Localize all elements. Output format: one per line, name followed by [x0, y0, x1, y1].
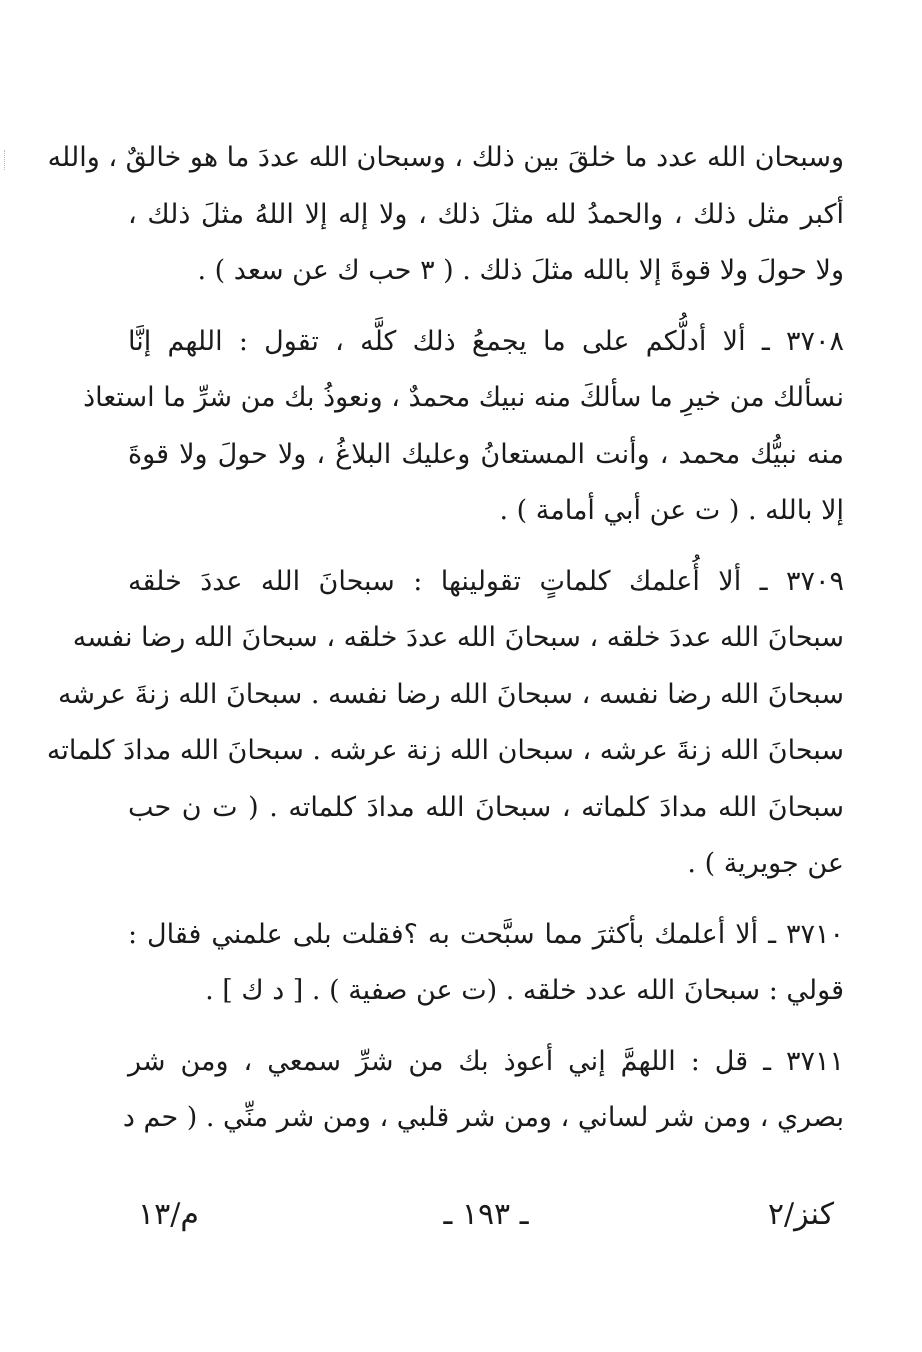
text-line: سبحانَ الله زنةَ عرشه ، سبحان الله زنة عرشه . سبحانَ الله مدادَ كلماته: [46, 735, 844, 766]
page-edge-mark: [4, 150, 15, 170]
text-line: سبحانَ الله عددَ خلقه ، سبحانَ الله عددَ خلقه ، سبحانَ الله رضا نفسه: [72, 622, 844, 653]
text-line: ٣٧٠٨ ـ ألا أدلُّكم على ما يجمعُ ذلك كلَّه ، تقول : اللهم إنَّا: [128, 325, 844, 357]
page-footer: [128, 1190, 844, 1240]
paragraph-3710: [128, 907, 844, 1020]
text-line: نسألك من خيرِ ما سألكَ منه نبيك محمدٌ ، ونعوذُ بك من شرِّ ما استعاذ: [83, 382, 844, 413]
text-line: ٣٧١١ ـ قل : اللهمَّ إني أعوذ بك من شرِّ سمعي ، ومن شر: [128, 1045, 844, 1077]
hadith-text-block: [46, 130, 844, 1161]
paragraph-3708: [83, 314, 844, 540]
volume-mark: كنز/٢: [767, 1197, 834, 1232]
text-line: وسبحان الله عدد ما خلقَ بين ذلك ، وسبحان الله عددَ ما هو خالقٌ ، والله: [47, 142, 844, 173]
text-line: عن جويرية ) .: [687, 848, 844, 879]
text-line: إلا بالله . ( ت عن أبي أمامة ) .: [499, 495, 844, 526]
text-line: ولا حولَ ولا قوةَ إلا بالله مثلَ ذلك . ( ٣ حب ك عن سعد ) .: [197, 255, 844, 286]
paragraph-3709: [46, 554, 844, 893]
paragraph-continuation: [47, 130, 844, 300]
text-line: سبحانَ الله رضا نفسه ، سبحانَ الله رضا نفسه . سبحانَ الله زنةَ عرشه: [57, 678, 844, 710]
signature-mark: م/١٣: [138, 1197, 199, 1232]
text-line: ٣٧١٠ ـ ألا أعلمك بأكثرَ مما سبَّحت به ؟فقلت بلى علمني فقال :: [128, 918, 844, 950]
text-line: ٣٧٠٩ ـ ألا أُعلمك كلماتٍ تقولينها : سبحانَ الله عددَ خلقه: [128, 565, 844, 597]
text-line: أكبر مثل ذلك ، والحمدُ لله مثلَ ذلك ، ولا إله إلا اللهُ مثلَ ذلك ،: [128, 198, 844, 230]
paragraph-3711: [122, 1034, 844, 1147]
text-line: منه نبيُّك محمد ، وأنت المستعانُ وعليك البلاغُ ، ولا حولَ ولا قوةَ: [128, 438, 844, 470]
text-line: بصري ، ومن شر لساني ، ومن شر قلبي ، ومن شر منِّي . ( حم د: [122, 1102, 844, 1133]
text-line: سبحانَ الله مدادَ كلماته ، سبحانَ الله مدادَ كلماته . ( ت ن حب: [128, 791, 844, 823]
page-number: ـ ١٩٣ ـ: [443, 1197, 529, 1232]
text-line: قولي : سبحانَ الله عدد خلقه . (ت عن صفية ) . [ د ك ] .: [205, 975, 844, 1006]
